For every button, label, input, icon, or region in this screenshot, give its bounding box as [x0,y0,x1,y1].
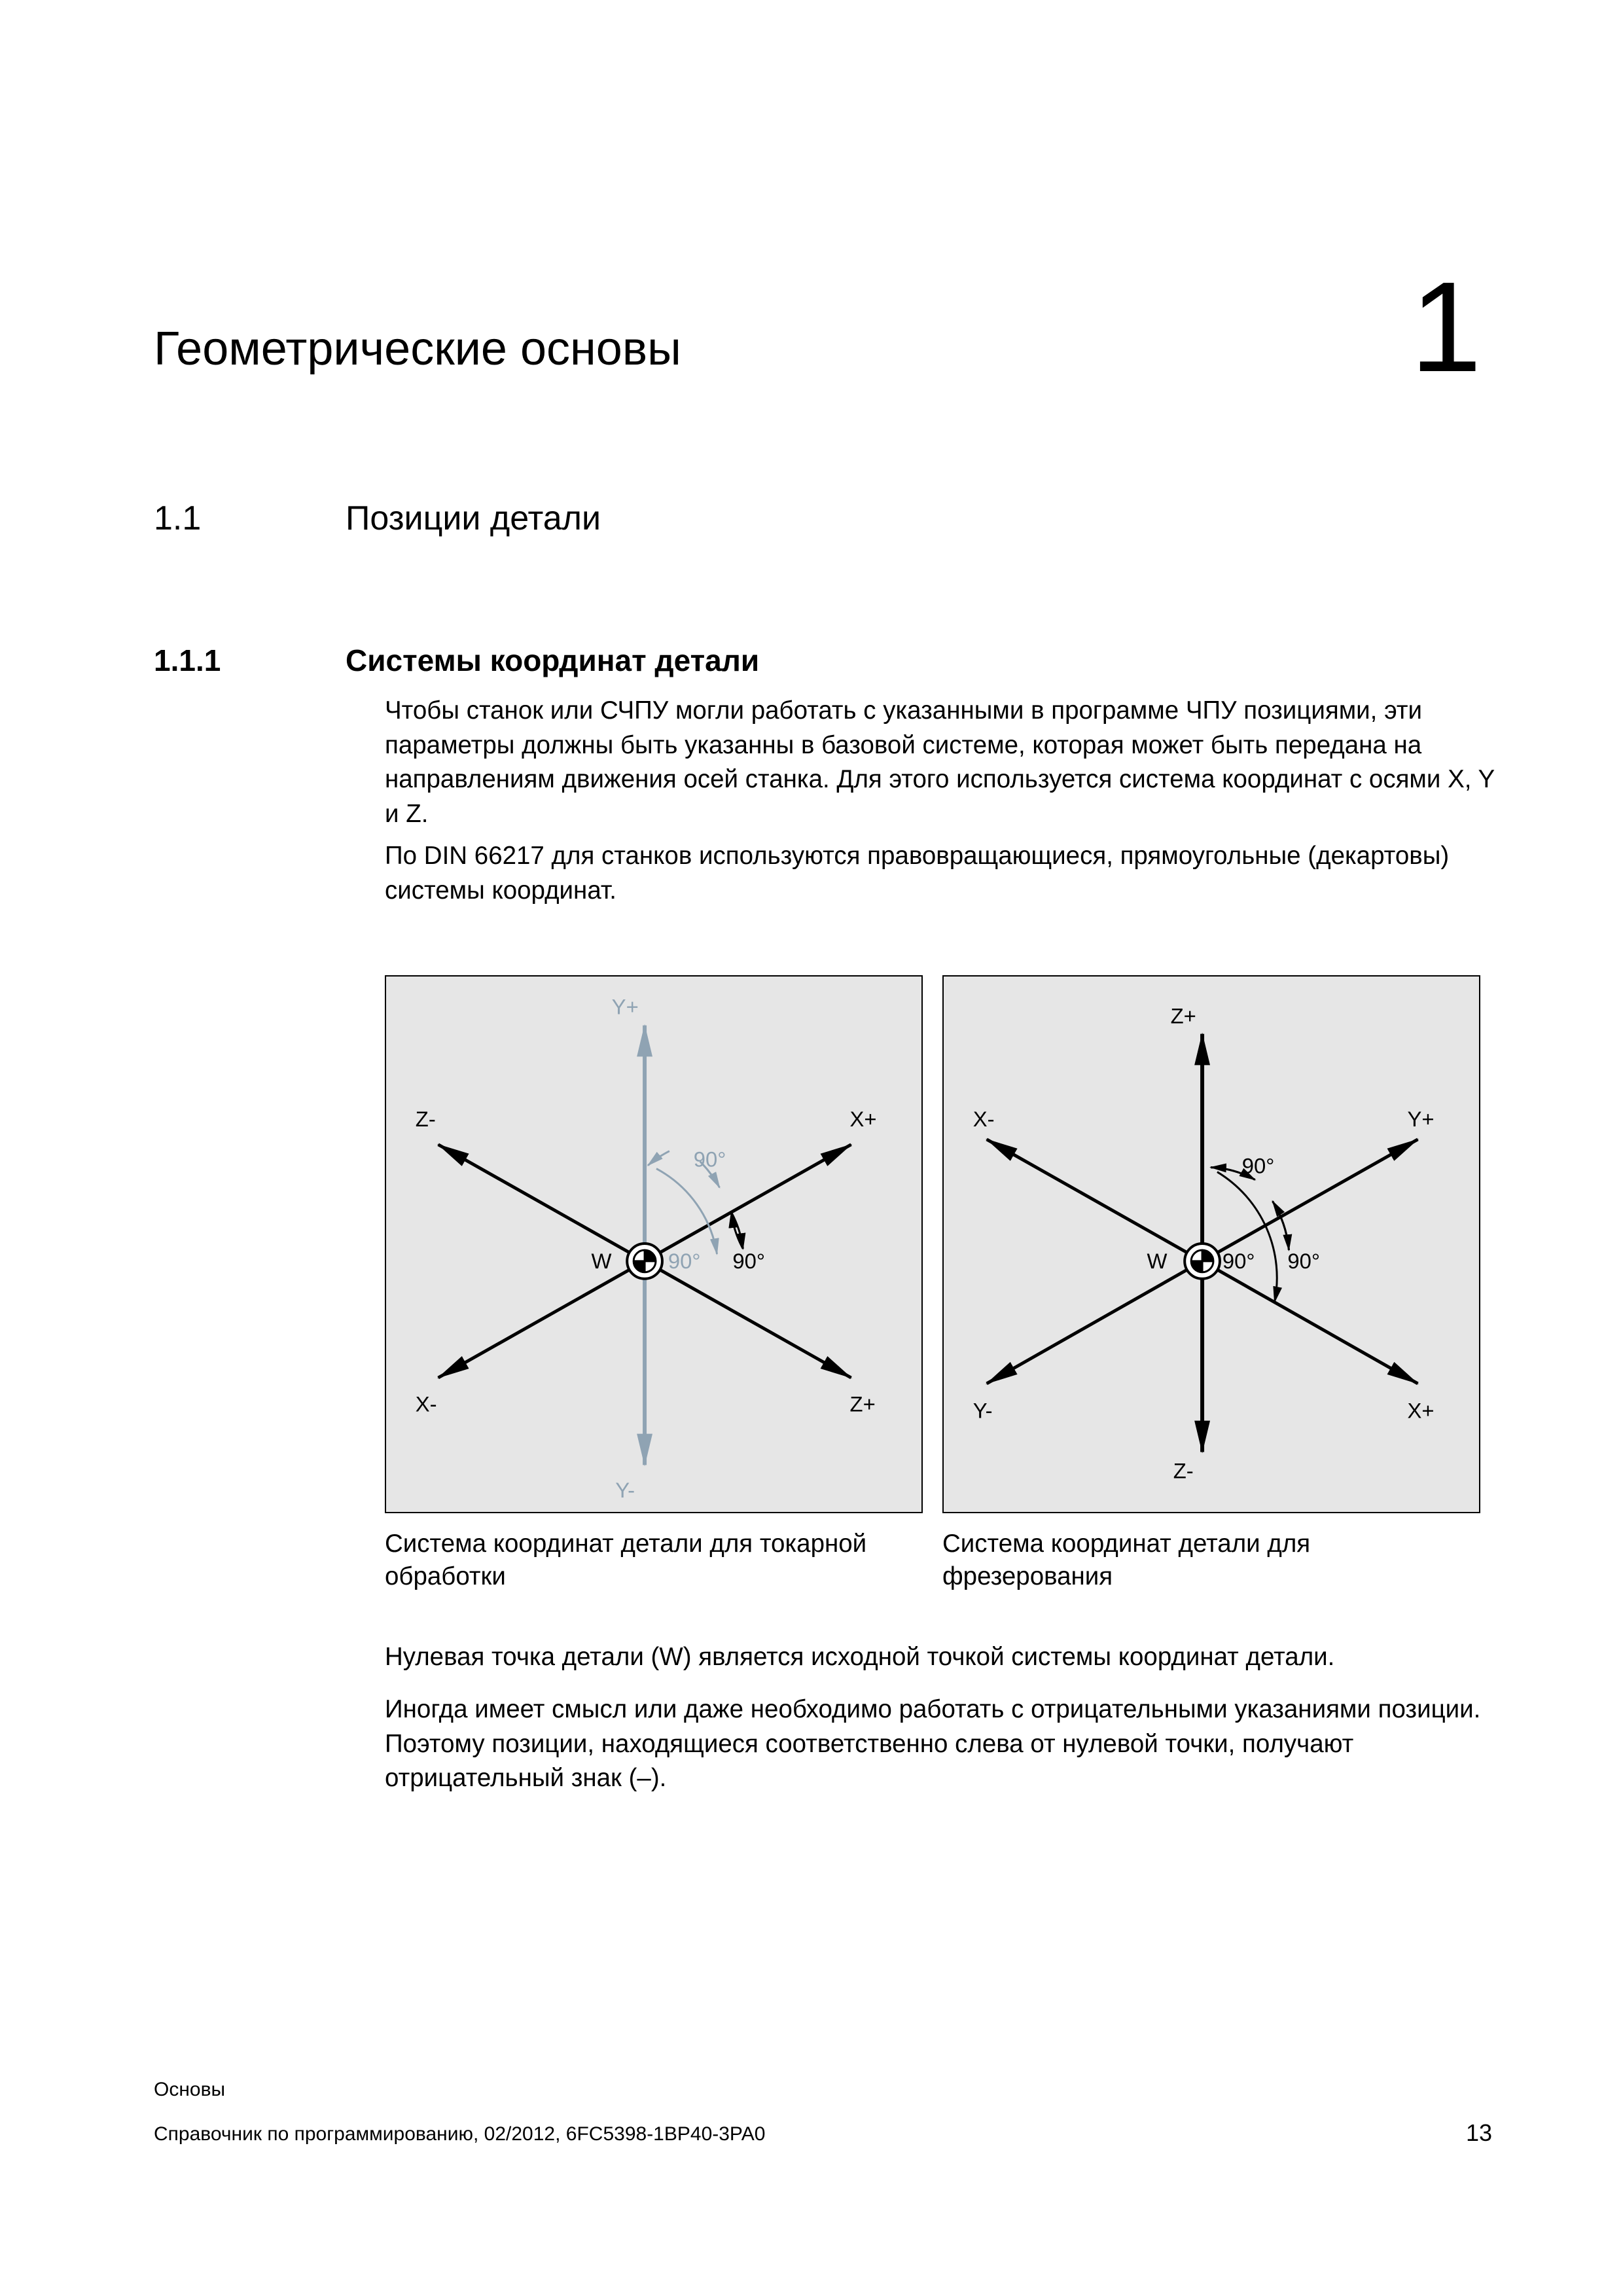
label-x-minus: X- [972,1106,995,1131]
footer-document-reference: Справочник по программированию, 02/2012, 6FC5398-1BP40-3PA0 [154,2123,766,2145]
section-number: 1.1 [154,499,202,537]
paragraph-zero-point: Нулевая точка детали (W) является исходной точкой системы координат детали. [385,1643,1335,1671]
label-angle-x-z: 90° [732,1248,766,1273]
label-x-minus: X- [415,1391,437,1416]
label-x-plus: X+ [849,1106,877,1131]
x-minus-axis [987,1139,1202,1261]
angle-arc-y-x [1273,1201,1289,1250]
label-y-minus: Y- [972,1398,993,1423]
footer-document-title: Основы [154,2079,226,2100]
angle-arc-y-z [656,1169,717,1254]
page-number: 13 [1465,2119,1492,2146]
milling-coordinate-diagram [944,977,1479,1512]
z-plus-axis [645,1261,851,1378]
paragraph-coordinate-intro: Чтобы станок или СЧПУ могли работать с указанными в программе ЧПУ позициями, эти параметры должны быть указанны в базовой системе, которая может быть передана на направлениям движения осей станка. Для этого используется система координат с осями X, Y и Z. [385,696,1495,828]
x-plus-axis [1202,1261,1418,1384]
subsection-number: 1.1.1 [154,643,221,677]
paragraph-negative-positions: Иногда имеет смысл или даже необходимо работать с отрицательными указаниями позиции. Поэтому позиции, находящиеся соответственно слева от нулевой точки, получают отрицательный знак (–). [385,1695,1481,1792]
milling-figure-caption: Система координат детали для фрезерования [942,1530,1311,1590]
label-origin-w: W [1147,1248,1168,1273]
origin-w-symbol [627,1244,662,1279]
label-z-minus: Z- [415,1106,436,1131]
label-z-plus: Z+ [1170,1003,1196,1028]
turning-coordinate-diagram [386,977,921,1512]
label-origin-w: W [591,1248,612,1273]
label-angle-z-x: 90° [1222,1248,1255,1273]
chapter-number: 1 [1410,255,1482,399]
z-minus-axis [438,1145,645,1261]
turning-figure-caption: Система координат детали для токарной обработки [385,1530,867,1590]
label-y-plus: Y+ [611,994,639,1019]
x-minus-axis [438,1261,645,1378]
label-z-plus: Z+ [849,1391,876,1416]
milling-coordinate-figure [942,975,1480,1513]
label-angle-y-x: 90° [1287,1248,1321,1273]
subsection-title: Системы координат детали [346,643,760,677]
label-angle-y-x: 90° [693,1147,726,1172]
angle-arc-y-top [648,1151,669,1166]
label-angle-z-y: 90° [1241,1153,1275,1178]
label-y-minus: Y- [615,1478,635,1503]
origin-w-symbol [1185,1244,1220,1279]
label-z-minus: Z- [1173,1458,1194,1483]
chapter-title: Геометрические основы [154,323,681,375]
section-title: Позиции детали [346,499,601,537]
y-minus-axis [987,1261,1202,1384]
angle-arc-x-z-reverse [731,1212,743,1249]
label-x-plus: X+ [1407,1398,1435,1423]
paragraph-din-standard: По DIN 66217 для станков используются правовращающиеся, прямоугольные (декартовы) системы координат. [385,842,1450,905]
angle-arc-y-x-reverse [1273,1201,1289,1250]
y-plus-axis [1202,1139,1418,1261]
label-angle-y-z: 90° [668,1248,701,1273]
x-plus-axis [645,1145,851,1261]
turning-coordinate-figure [385,975,923,1513]
label-y-plus: Y+ [1407,1106,1435,1131]
